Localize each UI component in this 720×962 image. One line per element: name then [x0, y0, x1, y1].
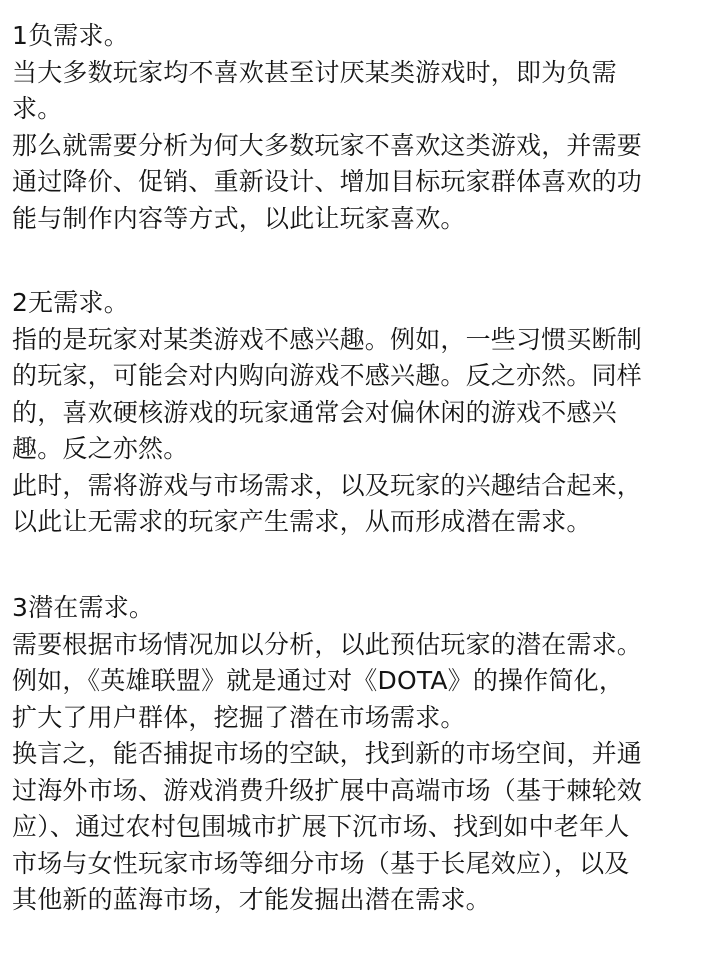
- section-3-line: 过海外市场、游戏消费升级扩展中高端市场（基于棘轮效: [12, 776, 643, 805]
- section-1-line: 当大多数玩家均不喜欢甚至讨厌某类游戏时，即为负需: [12, 58, 617, 87]
- section-1-line: 通过降价、促销、重新设计、增加目标玩家群体喜欢的功: [12, 167, 643, 196]
- section-3-line: 其他新的蓝海市场，才能发掘出潜在需求。: [12, 885, 491, 914]
- section-1-line: 能与制作内容等方式，以此让玩家喜欢。: [12, 204, 466, 233]
- section-3-line: 例如，《英雄联盟》就是通过对《DOTA》的操作简化，: [12, 666, 625, 695]
- section-2-line: 的，喜欢硬核游戏的玩家通常会对偏休闲的游戏不感兴: [12, 398, 617, 427]
- section-3-line: 扩大了用户群体，挖掘了潜在市场需求。: [12, 703, 466, 732]
- section-2-line: 的玩家，可能会对内购向游戏不感兴趣。反之亦然。同样: [12, 361, 643, 390]
- section-3-line: 需要根据市场情况加以分析，以此预估玩家的潜在需求。: [12, 630, 643, 659]
- section-3-line: 应）、通过农村包围城市扩展下沉市场、找到如中老年人: [12, 812, 630, 841]
- section-1-heading: 1负需求。: [12, 21, 129, 50]
- section-2-heading: 2无需求。: [12, 288, 129, 317]
- section-2-line: 趣。反之亦然。: [12, 434, 189, 463]
- section-3-line: 换言之，能否捕捉市场的空缺，找到新的市场空间，并通: [12, 739, 643, 768]
- section-1-line: 求。: [12, 94, 63, 123]
- section-2-line: 此时，需将游戏与市场需求，以及玩家的兴趣结合起来，: [12, 471, 643, 500]
- section-3-heading: 3潜在需求。: [12, 593, 155, 622]
- section-2-line: 指的是玩家对某类游戏不感兴趣。例如，一些习惯买断制: [12, 325, 643, 354]
- section-2-line: 以此让无需求的玩家产生需求，从而形成潜在需求。: [12, 507, 592, 536]
- section-1-line: 那么就需要分析为何大多数玩家不喜欢这类游戏，并需要: [12, 131, 643, 160]
- section-3-line: 市场与女性玩家市场等细分市场（基于长尾效应），以及: [12, 849, 630, 878]
